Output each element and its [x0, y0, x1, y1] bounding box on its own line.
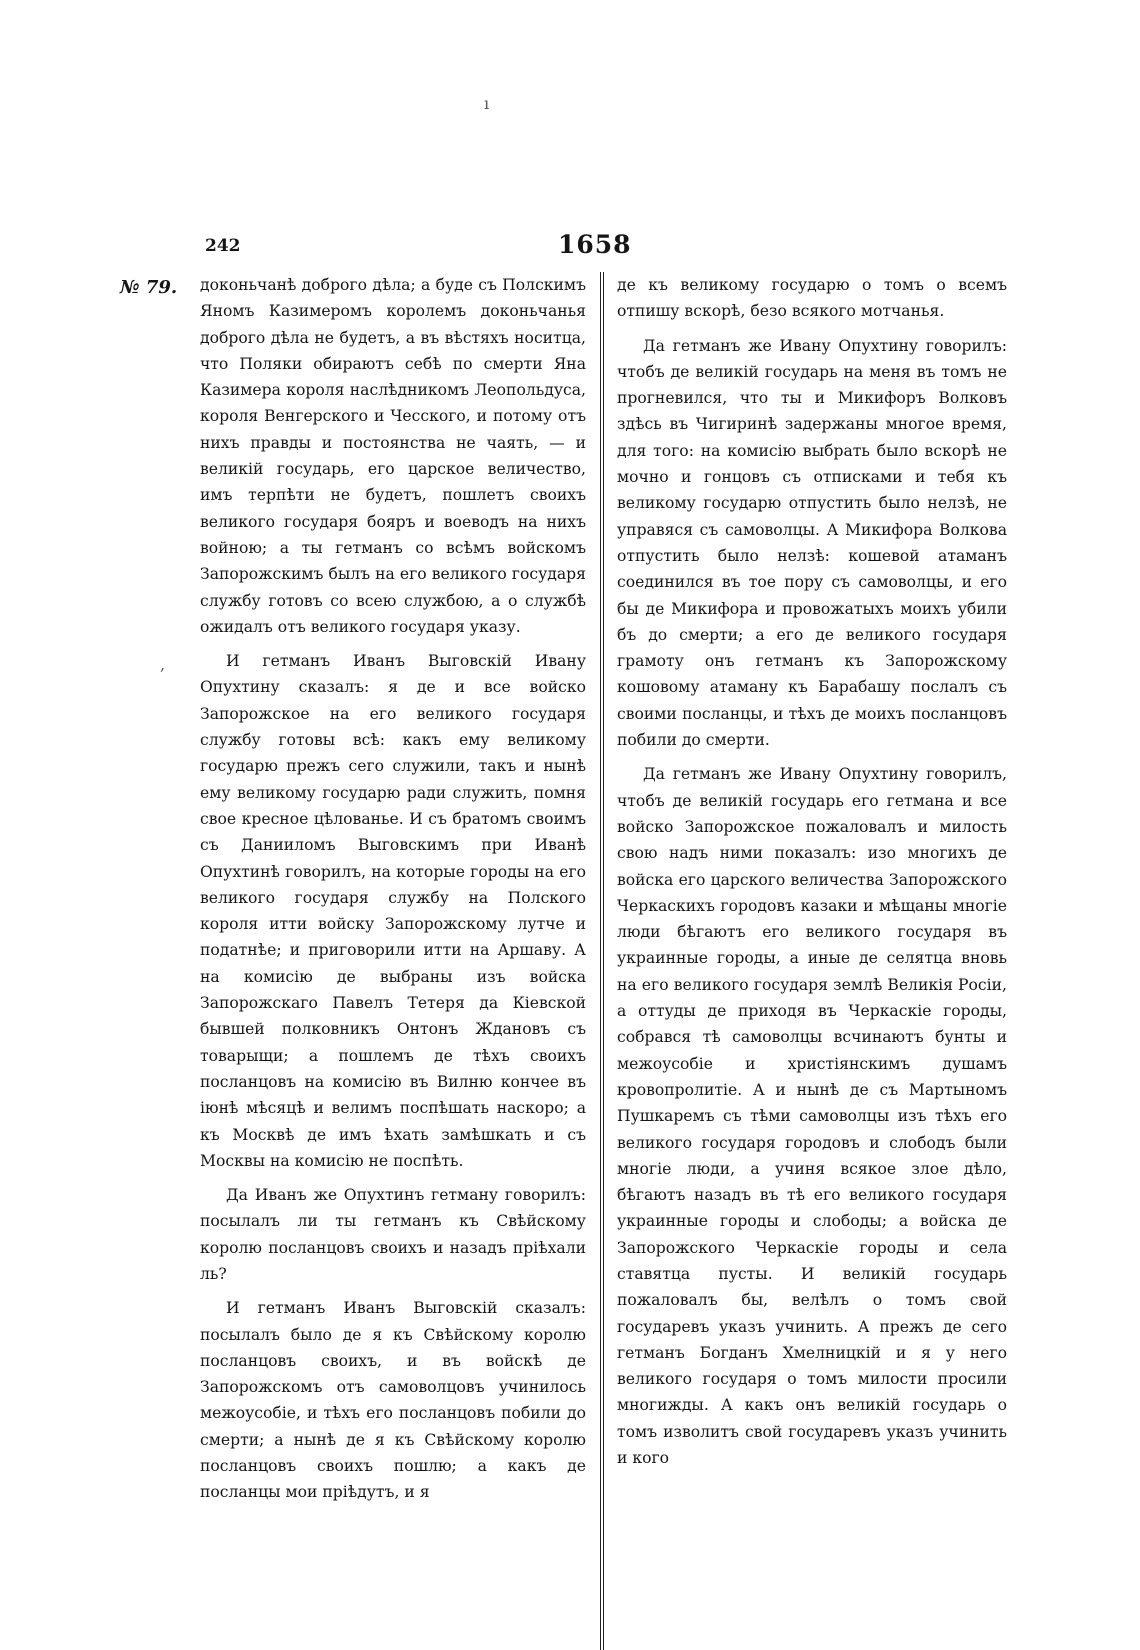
paragraph: Да гетманъ же Ивану Опухтину говорилъ, чтобъ де великій государь его гетмана и все войско Запорожское пожаловалъ и милость свою надъ ними показалъ: изо многихъ де войска его царского величества Запорожского Черкаскихъ городовъ казаки и мѣщаны многіе люди бѣгаютъ его великого государя въ украинные городы, а иные де селятца вновь на его великого государя землѣ Великія Росіи, а оттуды де приходя въ Черкаскіе городы, собрався тѣ самоволцы всчинаютъ бунты и межоусобіе и христіянскимъ душамъ кровопролитіе. А и нынѣ де съ Мартыномъ Пушкаремъ съ тѣми самоволцы изъ тѣхъ его великого государя городовъ и слободъ были многіе люди, а учиня всякое злое дѣло, бѣгаютъ назадъ въ тѣ его великого государя украинные городы и слободы; а войска де Запорожского Черкаскіе городы и села ставятца пусты. И великій государь пожаловалъ бы, велѣлъ о томъ свой государевъ указъ учинить. А прежъ де сего гетманъ Богданъ Хмелницкій и я у него великого государя о томъ милости просили многижды. А какъ онъ великій государь о томъ изволитъ свой государевъ указъ учинить и кого [617, 765, 1007, 1468]
paragraph: И гетманъ Иванъ Выговскій сказалъ: посылалъ было де я къ Свѣйскому королю посланцовъ своихъ, и въ войскѣ де Запорожскомъ отъ самоволцовъ учинилось межоусобіе, и тѣхъ его посланцовъ побили до смерти; а нынѣ де я къ Свѣйскому королю посланцовъ своихъ пошлю; а какъ де посланцы мои пріѣдутъ, и я [200, 1299, 586, 1502]
paragraph: доконьчанѣ доброго дѣла; а буде съ Полскимъ Яномъ Казимеромъ королемъ доконьчанья доброго дѣла не будетъ, а въ вѣстяхъ носитца, что Поляки обираютъ себѣ по смерти Яна Казимера короля наслѣдникомъ Леопольдуса, короля Венгерского и Чесского, и потому отъ нихъ правды и постоянства не чаять, — и великій государь, его царское величество, имъ терпѣти не будетъ, пошлетъ своихъ великого государя бояръ и воеводъ на нихъ войною; а ты гетманъ со всѣмъ войскомъ Запорожскимъ былъ на его великого государя службу готовъ со всею службою, а о службѣ ожидалъ отъ великого государя указу. [200, 276, 586, 636]
column-divider [600, 272, 601, 1650]
document-number: № 79. [120, 277, 178, 298]
page-number: 242 [205, 236, 241, 256]
column-divider [603, 272, 604, 1650]
paragraph: Да гетманъ же Ивану Опухтину говорилъ: чтобъ де великій государь на меня въ томъ не прогневился, что ты и Микифоръ Волковъ здѣсь въ Чигиринѣ задержаны многое время, для того: на комисію выбрать было вскорѣ не мочно и гонцовъ съ отписками и тебя къ великому государю отпустить было нелзѣ, не управяся съ самоволцы. А Микифора Волкова отпустить было нелзѣ: кошевой атаманъ соединился въ тое пору съ самоволцы, и его бы де Микифора и провожатыхъ моихъ убили бъ до смерти; а его де великого государя грамоту онъ гетманъ къ Запорожскому кошовому атаману къ Барабашу послалъ съ своими посланцы, и тѣхъ де моихъ посланцовъ побили до смерти. [617, 336, 1007, 750]
page-title-year: 1658 [558, 230, 632, 259]
right-column [617, 272, 1007, 1479]
paragraph: И гетманъ Иванъ Выговскій Ивану Опухтину сказалъ: я де и все войско Запорожское на его великого государя службу готовы всѣ: какъ ему великому государю прежъ сего служили, такъ и нынѣ ему великому государю ради служить, помня свое кресное цѣлованье. И съ братомъ своимъ съ Данииломъ Выговскимъ при Иванѣ Опухтинѣ говорилъ, на которые городы на его великого государя службу на Полского короля итти войску Запорожскому лутче и податнѣе; и приговорили итти на Аршаву. А на комисію де выбраны изъ войска Запорожскаго Павелъ Тетеря да Кіевской бывшей полковникъ Онтонъ Ждановъ съ товарыщи; а пошлемъ де тѣхъ своихъ посланцовъ на комисію въ Вилню кончее въ іюнѣ мѣсяцѣ и велимъ поспѣшать наскоро; а къ Москвѣ де имъ ѣхать замѣшкать и съ Москвы на комисію не поспѣть. [200, 652, 586, 1170]
scan-mark: , [160, 655, 166, 674]
left-column [200, 272, 586, 1514]
paragraph: Да Иванъ же Опухтинъ гетману говорилъ: посылалъ ли ты гетманъ къ Свѣйскому королю посланцовъ своихъ и назадъ пріѣхали ль? [200, 1186, 586, 1283]
scan-mark: ı [484, 94, 490, 113]
paragraph: де къ великому государю о томъ о всемъ отпишу вскорѣ, безо всякого мотчанья. [617, 276, 1007, 321]
